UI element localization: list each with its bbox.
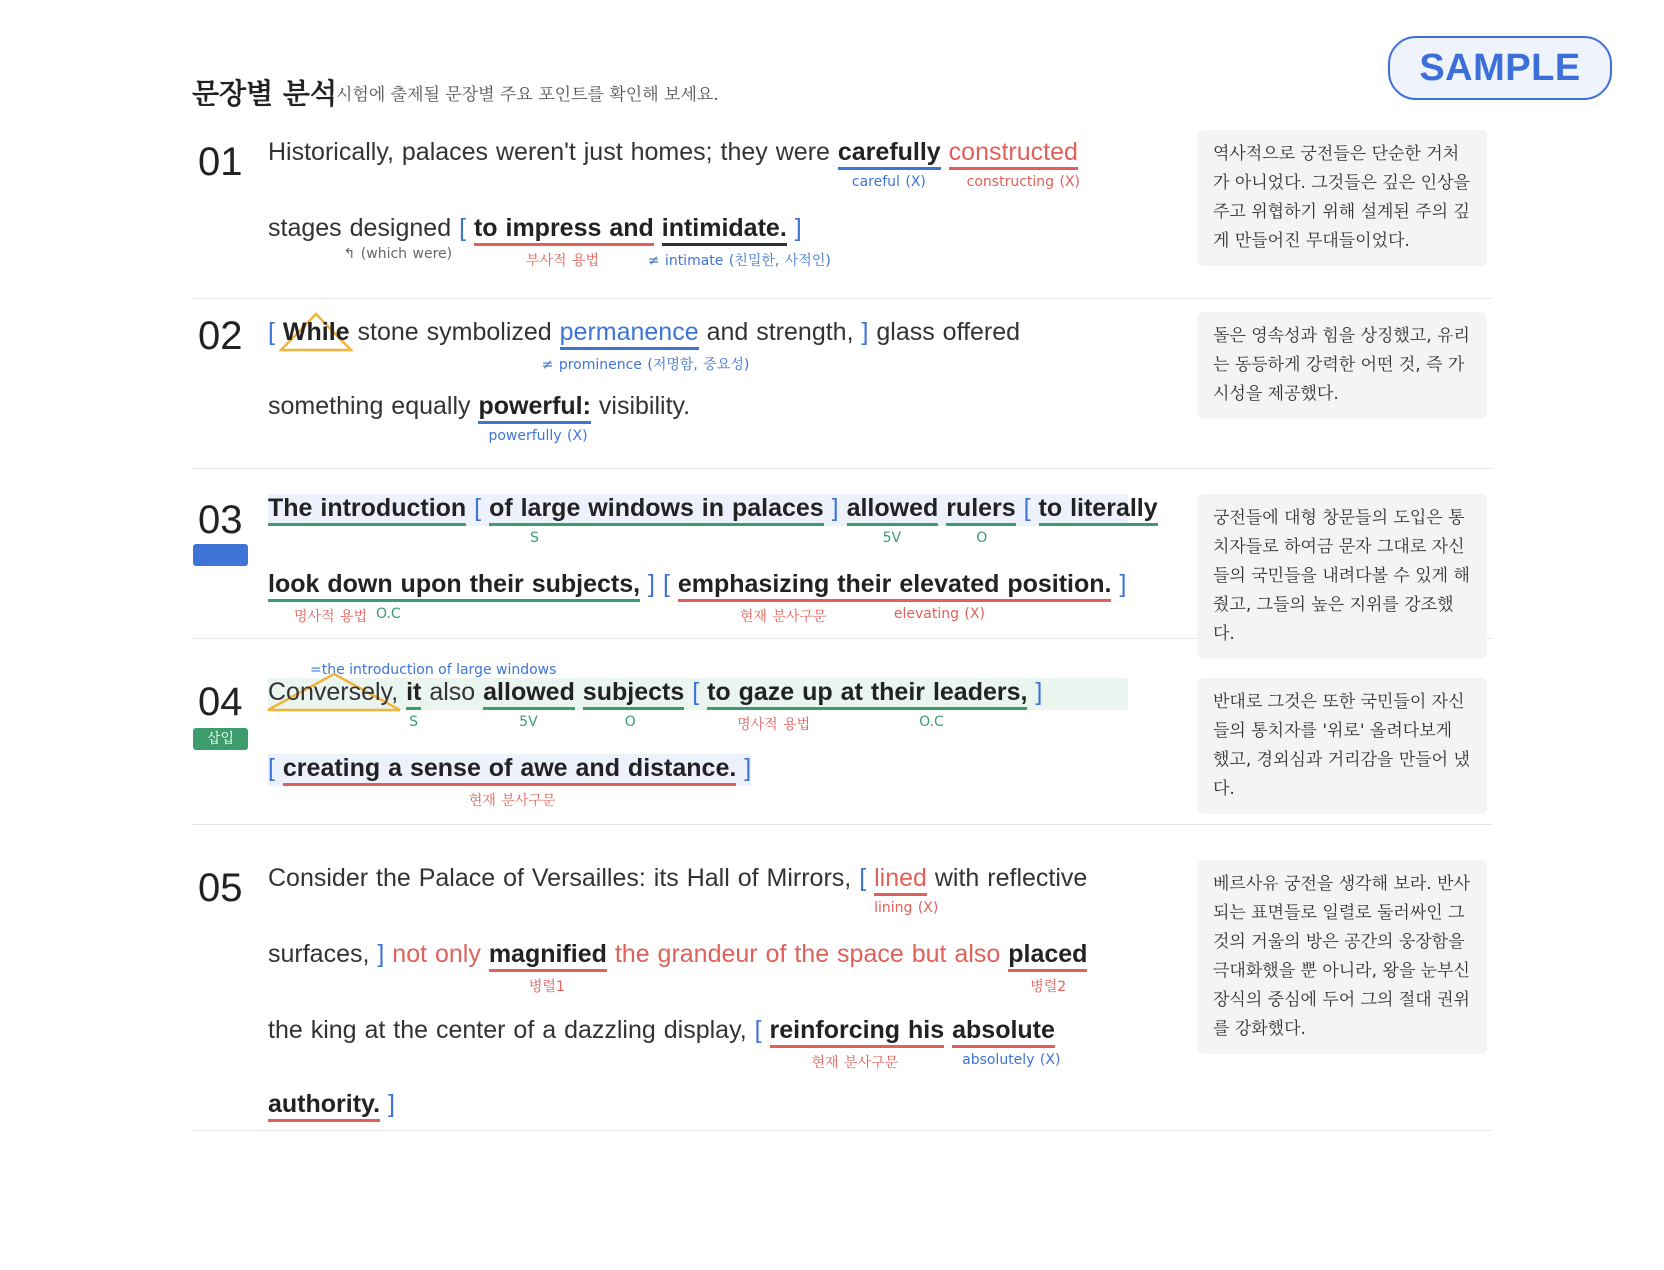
word-lined: lined lining (X) (874, 864, 939, 916)
note: 부사적 용법 (525, 253, 600, 269)
bracket-close: ] (861, 318, 869, 346)
sentence-text (268, 638, 1198, 818)
phrase-creating: creating a sense of awe and distance. 현재 분사구문 (282, 754, 737, 809)
word-authority: authority. (268, 1090, 380, 1122)
plain-text: visibility. (598, 392, 691, 420)
phrase-emphasizing: emphasizing their elevated position. 현재 분사구문 elevating (X) (677, 570, 1112, 625)
phrase-look-down: look down upon their subjects, 명사적 용법 O.C (268, 570, 641, 625)
plain-text: Historically, palaces weren't just homes; they were (268, 138, 830, 166)
note: O.C (919, 714, 944, 730)
plain-text: glass offered (876, 318, 1021, 346)
note: absolutely (X) (962, 1052, 1061, 1068)
note: lining (X) (874, 900, 939, 916)
plain-text: the king at the center of a dazzling display, (268, 1016, 747, 1044)
sentence-03 (192, 468, 1492, 644)
plain-text: surfaces, (268, 940, 370, 968)
bracket-close: ] (388, 1090, 395, 1118)
word-subjects: subjects O (582, 678, 685, 730)
sentence-text (268, 298, 1198, 458)
bracket-open: [ (474, 494, 482, 522)
word-to-impress: to impress and 부사적 용법 (473, 214, 654, 269)
line (268, 940, 1088, 995)
word-carefully: carefully careful (X) (837, 138, 941, 190)
line (268, 214, 831, 269)
line (268, 570, 1127, 625)
note: 병렬1 (528, 979, 565, 995)
line (268, 678, 1128, 733)
word-powerful: powerful: powerfully (X) (478, 392, 591, 444)
sentence-text (268, 130, 1198, 290)
plain-text: and strength, (706, 318, 854, 346)
sentence-number: 02 (198, 314, 243, 358)
line (268, 1016, 1061, 1071)
note: careful (X) (851, 174, 926, 190)
line (268, 138, 1081, 190)
word-it: it S (406, 678, 422, 730)
phrase-of-large-windows: of large windows in palaces (489, 494, 824, 526)
note: powerfully (X) (488, 428, 588, 444)
plain-text: also (429, 678, 476, 706)
bracket-close: ] (794, 214, 802, 242)
word-constructed: constructed constructing (X) (948, 138, 1081, 190)
word-allowed: allowed 5V (846, 494, 939, 546)
note: S (409, 714, 418, 730)
correlative-but-also: the grandeur of the space but also (614, 940, 1001, 968)
plain-text: stone symbolized (357, 318, 552, 346)
bracket-open: [ (268, 318, 275, 346)
page-subtitle: 시험에 출제될 문장별 주요 포인트를 확인해 보세요. (336, 85, 719, 105)
sentence-01 (192, 130, 1492, 299)
bracket-close: ] (648, 570, 655, 598)
sentence-number: 05 (198, 866, 243, 910)
note: 명사적 용법 (737, 717, 811, 733)
translation-box: 돌은 영속성과 힘을 상징했고, 유리는 동등하게 강력한 어떤 것, 즉 가시성을 제공했다. (1197, 312, 1487, 419)
line (268, 1090, 395, 1122)
bracket-open: [ (459, 214, 467, 242)
note: 현재 분사구문 (811, 1055, 899, 1071)
plain-text: stages (268, 214, 342, 242)
phrase-to-gaze: to gaze up at their leaders, 명사적 용법 O.C (707, 678, 1028, 733)
note: 현재 분사구문 (468, 793, 556, 809)
note: 5V (519, 714, 538, 730)
translation-box: 베르사유 궁전을 생각해 보라. 반사되는 표면들로 일렬로 둘러싸인 그것의 거울의 방은 공간의 웅장함을 극대화했을 뿐 아니라, 왕을 눈부신 장식의 중심에 두어 그의 절대 권위를 강화했다. (1197, 860, 1487, 1054)
plain-text: something equally (268, 392, 471, 420)
word-permanence: permanence ≠ prominence (저명함, 중요성) (541, 318, 750, 373)
bracket-close: ] (377, 940, 385, 968)
line (268, 864, 1088, 916)
bracket-open: [ (754, 1016, 762, 1044)
bracket-open: [ (1023, 494, 1031, 522)
line (268, 392, 691, 444)
bracket-open: [ (692, 678, 700, 706)
word-absolute: absolute absolutely (X) (952, 1016, 1061, 1068)
line (268, 494, 1158, 546)
bracket-close: ] (1119, 570, 1127, 598)
sentence-04 (192, 638, 1492, 825)
note: elevating (X) (893, 606, 985, 622)
sentence-number: 04 (198, 680, 243, 724)
word-while: While (283, 318, 350, 347)
bracket-close: ] (1035, 678, 1043, 706)
note: 명사적 용법 (294, 609, 368, 625)
plain-text: Consider the Palace of Versailles: its Hall of Mirrors, (268, 864, 852, 892)
note: S (530, 530, 539, 546)
sentence-text (268, 824, 1198, 1124)
note: ≠ intimate (친밀한, 사적인) (647, 253, 831, 269)
sentence-text (268, 468, 1198, 628)
bracket-open: [ (859, 864, 867, 892)
phrase-to-literally: to literally (1039, 494, 1158, 526)
bracket-close: ] (831, 494, 839, 522)
note: constructing (X) (966, 174, 1081, 190)
note-top: =the introduction of large windows (310, 662, 557, 678)
translation-box: 궁전들에 대형 창문들의 도입은 통치자들로 하여금 문자 그대로 자신들의 국민들을 내려다볼 수 있게 해줬고, 그들의 높은 지위를 강조했다. (1197, 494, 1487, 659)
sentence-02 (192, 298, 1492, 469)
sentence-05 (192, 824, 1492, 1131)
tag-insertion: 삽입 (193, 728, 248, 750)
word-intimidate: intimidate. ≠ intimate (친밀한, 사적인) (647, 214, 831, 269)
note: ≠ prominence (저명함, 중요성) (541, 357, 750, 373)
note: O (624, 714, 636, 730)
correlative-not-only: not only (392, 940, 481, 968)
word-rulers: rulers O (946, 494, 1016, 546)
line (268, 318, 1021, 373)
sentence-number: 01 (198, 140, 243, 184)
word-magnified: magnified 병렬1 (488, 940, 607, 995)
line (268, 754, 752, 809)
note: 현재 분사구문 (739, 609, 827, 625)
note: 병렬2 (1030, 979, 1067, 995)
bracket-open: [ (662, 570, 670, 598)
word-designed: designed ↰ (which were) (343, 214, 453, 262)
sample-badge: SAMPLE (1388, 36, 1612, 100)
phrase-reinforcing: reinforcing his 현재 분사구문 (769, 1016, 945, 1071)
translation-box: 반대로 그것은 또한 국민들이 자신들의 통치자를 '위로' 올려다보게 했고, 경외심과 거리감을 만들어 냈다. (1197, 678, 1487, 814)
word-allowed: allowed 5V (483, 678, 575, 730)
tag-essay: 서술형 (193, 544, 248, 566)
sentence-number: 03 (198, 498, 243, 542)
translation-box: 역사적으로 궁전들은 단순한 거처가 아니었다. 그것들은 깊은 인상을 주고 위협하기 위해 설계된 주의 깊게 만들어진 무대들이었다. (1197, 130, 1487, 266)
word-conversely: Conversely, (268, 678, 398, 707)
note: 5V (882, 530, 902, 546)
bracket-close: ] (744, 754, 752, 782)
note: O.C (376, 606, 401, 622)
note: O (976, 530, 988, 546)
plain-text: with reflective (934, 864, 1088, 892)
word-the-introduction: The introduction S (268, 494, 539, 546)
note: ↰ (which were) (343, 246, 453, 262)
page-title: 문장별 분석 (192, 77, 337, 110)
bracket-open: [ (268, 754, 275, 782)
word-placed: placed 병렬2 (1008, 940, 1088, 995)
